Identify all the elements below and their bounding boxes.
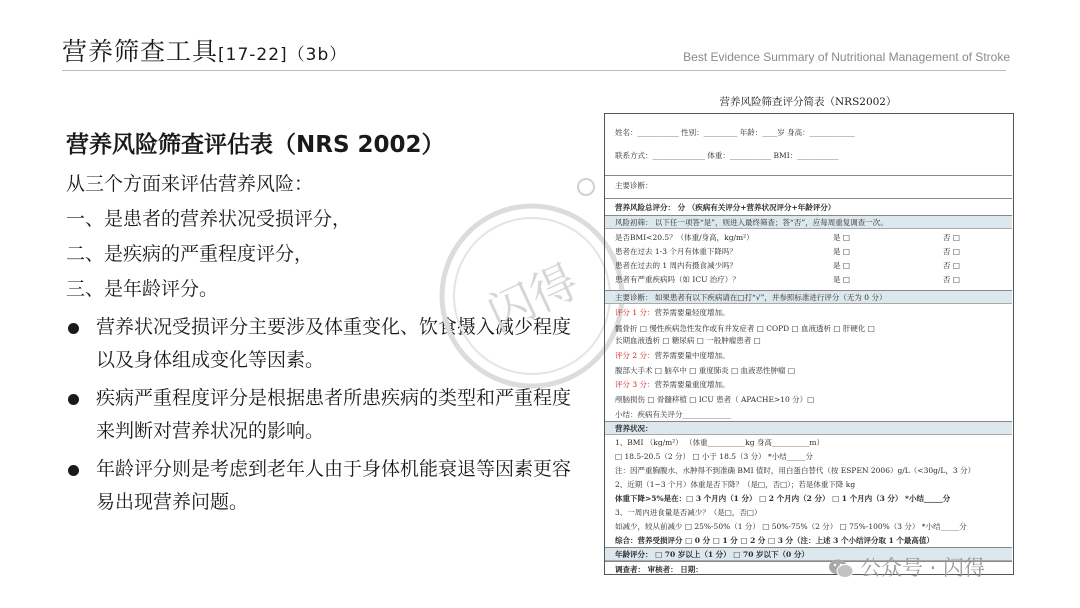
score-label: 评分 2 分： [615,351,655,360]
bullet-text: 年龄评分则是考虑到老年人由于身体机能衰退等因素更容易出现营养问题。 [96,458,572,513]
form-row [615,307,730,318]
form-row: 注：因严重胸腹水、水肿得不到准确 BMI 值时，用白蛋白替代（按 ESPEN 2006）g/L（<30g/L，3 分） [615,466,976,475]
form-question: 患者有严重疾病吗（如 ICU 治疗）？ [615,275,740,284]
bullet-icon [68,394,79,405]
footer-text: 公众号 · 闪得 [860,556,986,580]
text-line: 一、是患者的营养状况受损评分， [66,208,352,230]
form-row: 综合：营养受损评分 □ 0 分 □ 1 分 □ 2 分 □ 3 分（注：上述 3 个小结评分取 1 个最高值） [615,536,934,545]
form-row: 营养状况： [615,424,653,433]
form-row: 如减少，较从前减少 □ 25%-50%（1 分） □ 50%-75%（2 分） □ 75%-100%（3 分） *小结_____分 [615,522,967,531]
form-no: 否 □ [943,233,960,242]
text-line: 从三个方面来评估营养风险： [66,173,314,195]
form-no: 否 □ [943,275,960,284]
section-title: 营养风险筛查评估表（NRS 2002） [66,132,445,158]
form-row: 1、BMI （kg/m²） （体重__________kg 身高__________m） [615,438,825,447]
form-row: 姓名：___________ 性别：_________ 年龄：____岁 身高：____________ [615,128,855,137]
form-row: 腹部大手术 □ 脑卒中 □ 重度肺炎 □ 血液恶性肿瘤 □ [615,366,796,375]
form-row: 体重下降>5%是在：□ 3 个月内（1 分） □ 2 个月内（2 分） □ 1 个月内（3 分） *小结_____分 [615,494,951,503]
form-row: 长期血液透析 □ 糖尿病 □ 一般肿瘤患者 □ [615,336,761,345]
form-no: 否 □ [943,247,960,256]
citation: [17-22]（3b） [218,45,348,65]
text-line: 三、是年龄评分。 [66,278,219,300]
form-yes: 是 □ [833,275,850,284]
form-row [615,379,730,390]
bullet-text: 营养状况受损评分主要涉及体重变化、饮食摄入减少程度以及身体组成变化等因素。 [96,316,572,371]
nrs2002-form-image [604,113,1014,575]
form-row: 调查者： 审核者： 日期： [615,565,703,574]
form-divider [605,175,1012,176]
wechat-icon [828,558,854,580]
footer-watermark [828,552,985,582]
form-title: 营养风险筛查评分简表（NRS2002） [719,96,897,108]
bullet-icon [68,323,79,334]
form-yes: 是 □ [833,247,850,256]
score-text: 营养需要量轻度增加。 [654,308,730,317]
form-band [605,421,1012,435]
bullet-item [66,311,576,377]
form-row: 颅脑损伤 □ 骨髓移植 □ ICU 患者（ APACHE>10 分）□ [615,395,815,404]
form-row: 3、一周内进食量是否减少？（是□，否□） [615,508,762,517]
form-divider [605,198,1012,199]
score-text: 营养需要量重度增加。 [654,380,730,389]
decorative-ring-icon [577,178,595,196]
form-row: 小结：疾病有关评分_____________ [615,410,732,419]
score-text: 营养需要量中度增加。 [654,351,730,360]
form-question: 患者在过去的 1 周内有摄食减少吗？ [615,261,738,270]
form-row: 风险初筛： 以下任一项答“是”，则进入最终筛查；答“否”，应每周重复调查一次。 [615,218,888,227]
form-no: 否 □ [943,261,960,270]
form-question: 患者在过去 1-3 个月有体重下降吗？ [615,247,737,256]
score-label: 评分 3 分： [615,380,655,389]
form-row: □ 18.5-20.5（2 分） □ 小于 18.5（3 分） *小结_____分 [615,452,814,461]
bullet-item [66,453,576,519]
score-label: 评分 1 分： [615,308,655,317]
page-subtitle: Best Evidence Summary of Nutritional Management of Stroke [683,50,1010,64]
form-row: 年龄评分： □ 70 岁以上（1 分） □ 70 岁以下（0 分） [615,550,809,559]
form-row: 主要诊断： 如果患者有以下疾病请在□打“√”，并参照标准进行评分（无为 0 分） [615,293,887,302]
form-yes: 是 □ [833,233,850,242]
page-title-text: 营养筛查工具 [62,37,219,66]
form-row: 营养风险总评分： 分 （疾病有关评分+营养状况评分+年龄评分） [615,203,836,212]
form-row [615,350,730,361]
content-panel [66,126,586,524]
form-question: 是否BMI<20.5？（体重/身高，kg/m²） [615,233,754,242]
page-title [62,32,347,68]
form-yes: 是 □ [833,261,850,270]
bullet-item [66,382,576,448]
form-row: 联系方式：______________ 体重：___________ BMI：___________ [615,151,839,160]
form-row: 2、近期（1~3 个月）体重是否下降？（是□，否□）；若是体重下降 kg [615,480,856,489]
bullet-icon [68,465,79,476]
bullet-text: 疾病严重程度评分是根据患者所患疾病的类型和严重程度来判断对营养状况的影响。 [96,387,572,442]
header-divider [62,70,1006,71]
form-row: 髋骨折 □ 慢性疾病急性发作或有并发症者 □ COPD □ 血液透析 □ 肝硬化 □ [615,324,875,333]
text-line: 二、是疾病的严重程度评分， [66,243,314,265]
form-row: 主要诊断： [615,181,653,190]
watermark-text: 闪得 [479,253,586,342]
